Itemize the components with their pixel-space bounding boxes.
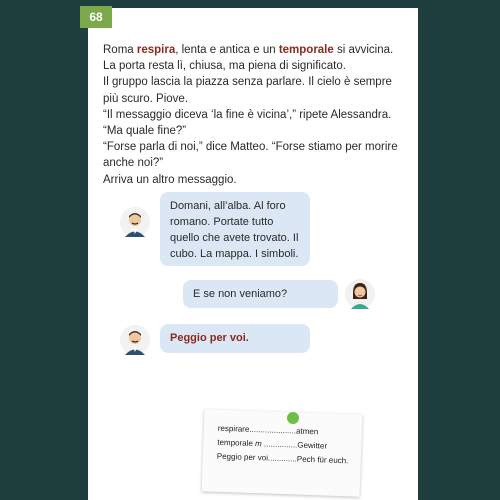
text-line-9: Arriva un altro messaggio.: [103, 173, 237, 186]
avatar-matteo: [120, 207, 150, 237]
text-line-4: più scuro. Piove.: [103, 92, 189, 105]
text-line-3: Il gruppo lascia la piazza senza parlare. Il cielo è sempre: [103, 76, 392, 89]
text-part: , lenta e antica e un: [175, 44, 279, 56]
text-part: si avvicina.: [333, 44, 394, 56]
story-text: [103, 42, 408, 188]
chat-message-3: [160, 324, 310, 353]
glossary-term: respirare: [217, 423, 250, 434]
pushpin-icon: [287, 412, 299, 424]
avatar-alessandra: [345, 279, 375, 309]
highlight-respira: respira: [136, 44, 176, 56]
text-line-8: anche noi?”: [103, 157, 164, 170]
avatar-sender: [120, 325, 150, 355]
text-line-2: La porta resta lì, chiusa, ma piena di significato.: [103, 60, 346, 73]
glossary-gender: m: [254, 439, 262, 449]
frame-right: [418, 0, 500, 500]
frame-left: [0, 0, 88, 500]
glossary-term: temporale: [217, 437, 254, 448]
man-avatar-icon: [120, 325, 150, 355]
man-avatar-icon: [120, 207, 150, 237]
text-part: Roma: [103, 44, 137, 56]
chat-message-1: Domani, all’alba. Al foro romano. Portate tutto quello che avete trovato. Il cubo. La mappa. I simboli.: [160, 192, 310, 266]
glossary-note: [202, 409, 363, 496]
chat-message-2: E se non veniamo?: [183, 280, 338, 308]
highlight-temporale: temporale: [278, 44, 334, 56]
glossary-translation: Pech für euch.: [296, 454, 349, 466]
woman-avatar-icon: [345, 279, 375, 309]
glossary-row-3: Peggio per voi.............Pech für euch.: [216, 451, 349, 466]
text-line-5: “Il messaggio diceva ‘la fine è vicina’,” ripete Alessandra.: [103, 108, 392, 121]
text-line-6: “Ma quale fine?”: [103, 125, 187, 138]
text-line-7: “Forse parla di noi,” dice Matteo. “Forse stiamo per morire: [103, 141, 398, 154]
glossary-translation: atmen: [295, 426, 319, 437]
glossary-row-1: respirare.....................atmen: [217, 423, 319, 437]
glossary-translation: Gewitter: [297, 440, 328, 451]
chat-message-3-text: Peggio per voi.: [170, 332, 249, 344]
text-line-1: [103, 42, 408, 58]
page-number: 68: [80, 6, 112, 28]
glossary-row-2: temporale m ...............Gewitter: [217, 437, 328, 451]
glossary-term: Peggio per voi.: [216, 451, 271, 463]
